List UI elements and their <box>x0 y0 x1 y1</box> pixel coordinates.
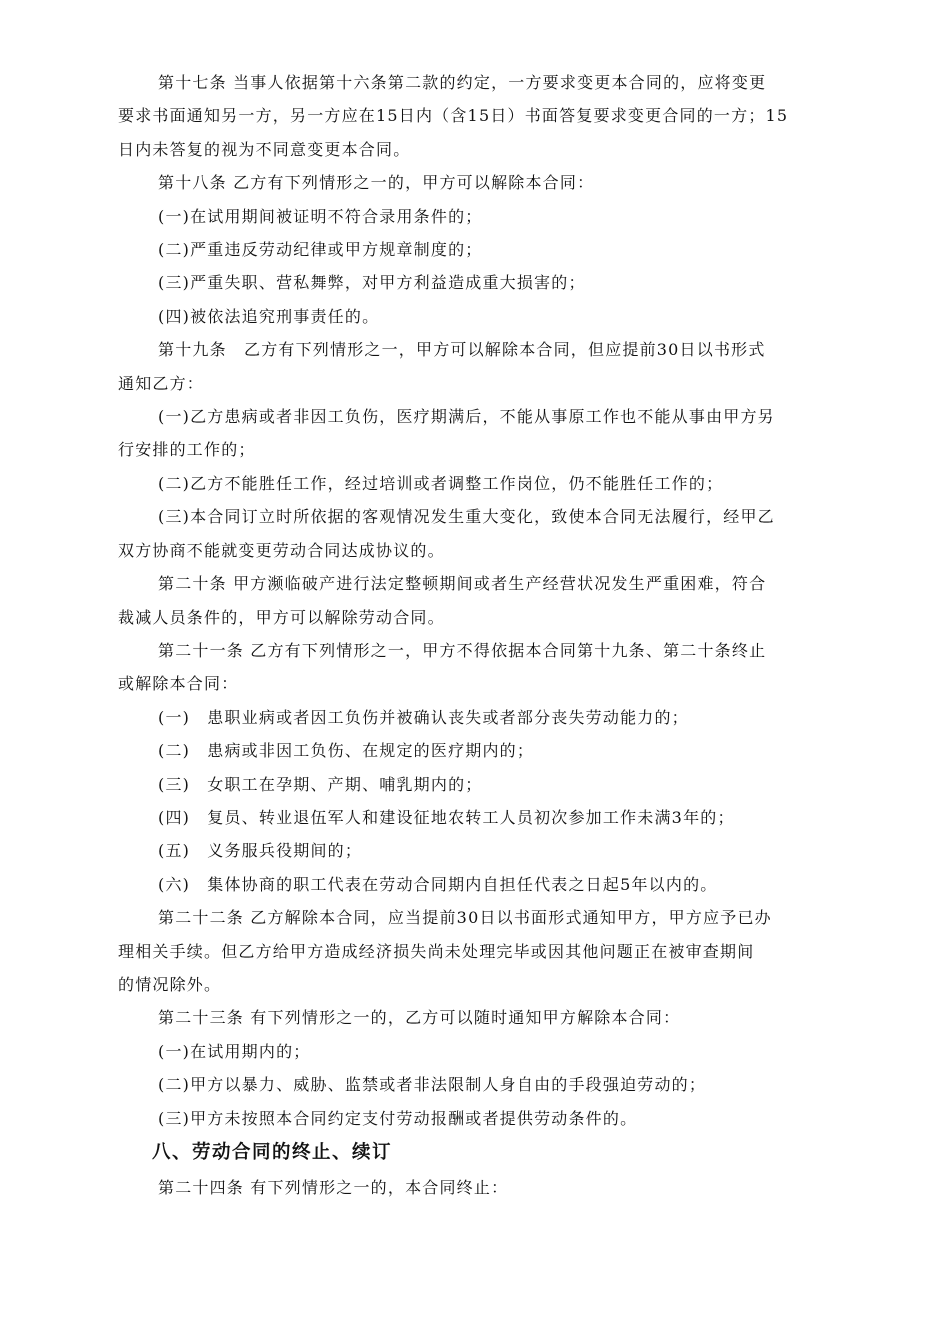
text-line: 第二十条 甲方濒临破产进行法定整顿期间或者生产经营状况发生严重困难，符合 <box>158 574 767 594</box>
text-line: 理相关手续。但乙方给甲方造成经济损失尚未处理完毕或因其他问题正在被审查期间 <box>118 941 755 961</box>
article-24-line: 第二十四条 有下列情形之一的，本合同终止： <box>158 1178 509 1197</box>
text-line: 或解除本合同： <box>118 674 239 694</box>
contract-text <box>118 66 832 1135</box>
text-line: (二) 患病或非因工负伤、在规定的医疗期内的； <box>158 741 535 761</box>
text-line: (一)在试用期间被证明不符合录用条件的； <box>158 206 483 226</box>
text-line: (二)严重违反劳动纪律或甲方规章制度的； <box>158 240 483 260</box>
text-line: (三)严重失职、营私舞弊，对甲方利益造成重大损害的； <box>158 273 586 293</box>
text-line: (三)甲方未按照本合同约定支付劳动报酬或者提供劳动条件的。 <box>158 1108 638 1128</box>
text-line: (二)乙方不能胜任工作，经过培训或者调整工作岗位，仍不能胜任工作的； <box>158 473 724 493</box>
text-line: (三)本合同订立时所依据的客观情况发生重大变化，致使本合同无法履行，经甲乙 <box>158 507 775 527</box>
text-line: (四) 复员、转业退伍军人和建设征地农转工人员初次参加工作未满3年的； <box>158 807 735 827</box>
text-line: 第十八条 乙方有下列情形之一的，甲方可以解除本合同： <box>158 173 595 193</box>
text-line: (六) 集体协商的职工代表在劳动合同期内自担任代表之日起5年以内的。 <box>158 874 718 894</box>
text-line: (一)在试用期内的； <box>158 1041 311 1061</box>
text-line: 第十七条 当事人依据第十六条第二款的约定，一方要求变更本合同的，应将变更 <box>158 73 767 92</box>
text-line: (四)被依法追究刑事责任的。 <box>158 306 380 326</box>
text-line: 要求书面通知另一方，另一方应在15日内（含15日）书面答复要求变更合同的一方；15 <box>118 106 789 126</box>
text-line: (三) 女职工在孕期、产期、哺乳期内的； <box>158 774 483 794</box>
section-heading: 八、劳动合同的终止、续订 <box>152 1142 393 1163</box>
text-line: (二)甲方以暴力、威胁、监禁或者非法限制人身自由的手段强迫劳动的； <box>158 1075 707 1095</box>
text-line: 第二十二条 乙方解除本合同，应当提前30日以书面形式通知甲方，甲方应予已办 <box>158 908 772 928</box>
text-line: (一)乙方患病或者非因工负伤，医疗期满后，不能从事原工作也不能从事由甲方另 <box>158 407 775 427</box>
text-line: 行安排的工作的； <box>118 440 256 460</box>
text-line: (一) 患职业病或者因工负伤并被确认丧失或者部分丧失劳动能力的； <box>158 707 689 727</box>
text-line: 第二十一条 乙方有下列情形之一，甲方不得依据本合同第十九条、第二十条终止 <box>158 640 767 660</box>
text-line: 双方协商不能就变更劳动合同达成协议的。 <box>118 540 445 560</box>
text-line: (五) 义务服兵役期间的； <box>158 841 363 861</box>
text-line: 日内未答复的视为不同意变更本合同。 <box>118 139 411 159</box>
text-line: 第十九条 乙方有下列情形之一，甲方可以解除本合同，但应提前30日以书形式 <box>158 340 766 360</box>
text-line: 裁减人员条件的，甲方可以解除劳动合同。 <box>118 607 445 627</box>
text-line: 通知乙方： <box>118 373 205 393</box>
text-line: 的情况除外。 <box>118 974 222 994</box>
text-line: 第二十三条 有下列情形之一的，乙方可以随时通知甲方解除本合同： <box>158 1008 681 1028</box>
